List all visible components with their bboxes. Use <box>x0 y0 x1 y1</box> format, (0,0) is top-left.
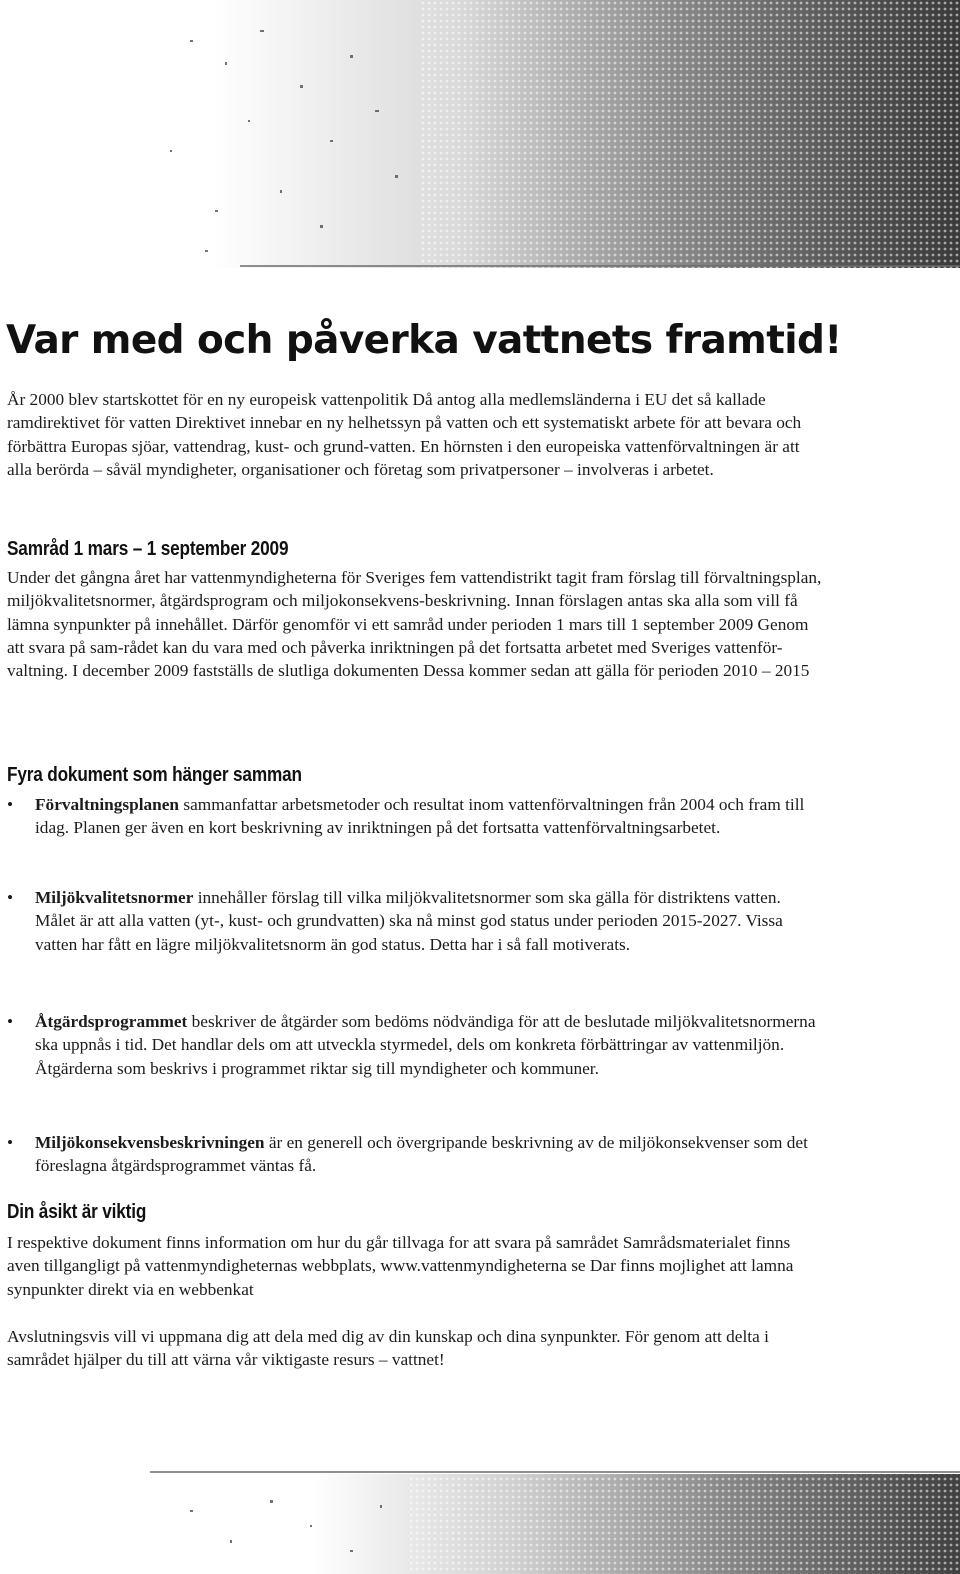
asikt-paragraph: I respektive dokument finns information om hur du går tillvaga for att svara på samrådet Samrådsmaterialet finns aven tillgangligt på vattenmyndigheternas webbplats, www.vattenmyndigheterna se Dar finns mojlighet att lamna synpunkter direkt via en webbenkat <box>7 1233 794 1299</box>
list-item-text: innehåller förslag till vilka miljökvalitetsnormer som ska gälla för distriktens vatten. Målet är att alla vatten (yt-, kust- och grundvatten) ska nå minst god status under perioden 2015-2027. Vissa vatten har fått en lägre miljökvalitetsnorm än god status. Detta har i så fall motiverats. <box>35 888 783 954</box>
bullet-icon: • <box>7 888 14 907</box>
closing-paragraph: Avslutningsvis vill vi uppmana dig att dela med dig av din kunskap och dina synpunkter. För genom att delta i samrådet hjälper du till att värna vår viktigaste resurs – vattnet! <box>7 1327 769 1370</box>
bullet-icon: • <box>7 1133 14 1152</box>
decorative-halftone-banner-top <box>0 0 960 272</box>
list-item-term: Förvaltningsplanen <box>35 795 180 814</box>
list-item-text: sammanfattar arbetsmetoder och resultat inom vattenförvaltningen från 2004 och fram till idag. Planen ger även en kort beskrivning av inriktningen på det fortsatta vattenförvaltningsarbetet. <box>35 795 805 838</box>
list-item-text: är en generell och övergripande beskrivning av de miljökonsekvenser som det föreslagna åtgärdsprogrammet väntas få. <box>35 1133 808 1176</box>
bullet-icon: • <box>7 1012 14 1031</box>
list-item-term: Åtgärdsprogrammet <box>35 1012 188 1031</box>
list-item-term: Miljökvalitetsnormer <box>35 888 194 907</box>
page-title: Var med och påverka vattnets framtid! <box>6 318 842 363</box>
list-item-term: Miljökonsekvensbeskrivningen <box>35 1133 265 1152</box>
list-item-text: beskriver de åtgärder som bedöms nödvändiga för att de beslutade miljökvalitetsnormerna ska uppnås i tid. Det handlar dels om att utveckla styrmedel, dels om konkreta förbättringar av vattenmiljön. Åtgärderna som beskrivs i programmet riktar sig till myndigheter och kommuner. <box>35 1012 816 1078</box>
samrad-paragraph: Under det gångna året har vattenmyndigheterna för Sveriges fem vattendistrikt tagit fram förslag till förvaltningsplan, miljökvalitetsnormer, åtgärdsprogram och miljokonsekvens-beskrivning. Innan förslagen antas ska alla som vill få lämna synpunkter på innehållet. Därför genomför vi ett samråd under perioden 1 mars till 1 september 2009 Genom att svara på sam-rådet kan du vara med och påverka inriktningen på det fortsatta arbetet med Sveriges vattenför-valtning. I december 2009 fastställs de slutliga dokumenten Dessa kommer sedan att gälla för perioden 2010 – 2015 <box>7 568 822 681</box>
dokument-heading: Fyra dokument som hänger samman <box>7 764 302 786</box>
samrad-heading: Samråd 1 mars – 1 september 2009 <box>7 538 289 560</box>
intro-paragraph: År 2000 blev startskottet för en ny europeisk vattenpolitik Då antog alla medlemsländerna i EU det så kallade ramdirektivet för vatten Direktivet innebar en ny helhetssyn på vatten och ett systematiskt arbete för att bevara och förbättra Europas sjöar, vattendrag, kust- och grund-vatten. En hörnsten i den europeiska vattenförvaltningen är att alla berörda – såväl myndigheter, organisationer och företag som privatpersoner – involveras i arbetet. <box>7 390 802 479</box>
asikt-heading: Din åsikt är viktig <box>7 1201 147 1223</box>
decorative-halftone-banner-bottom <box>150 1470 960 1574</box>
bullet-icon: • <box>7 795 14 814</box>
